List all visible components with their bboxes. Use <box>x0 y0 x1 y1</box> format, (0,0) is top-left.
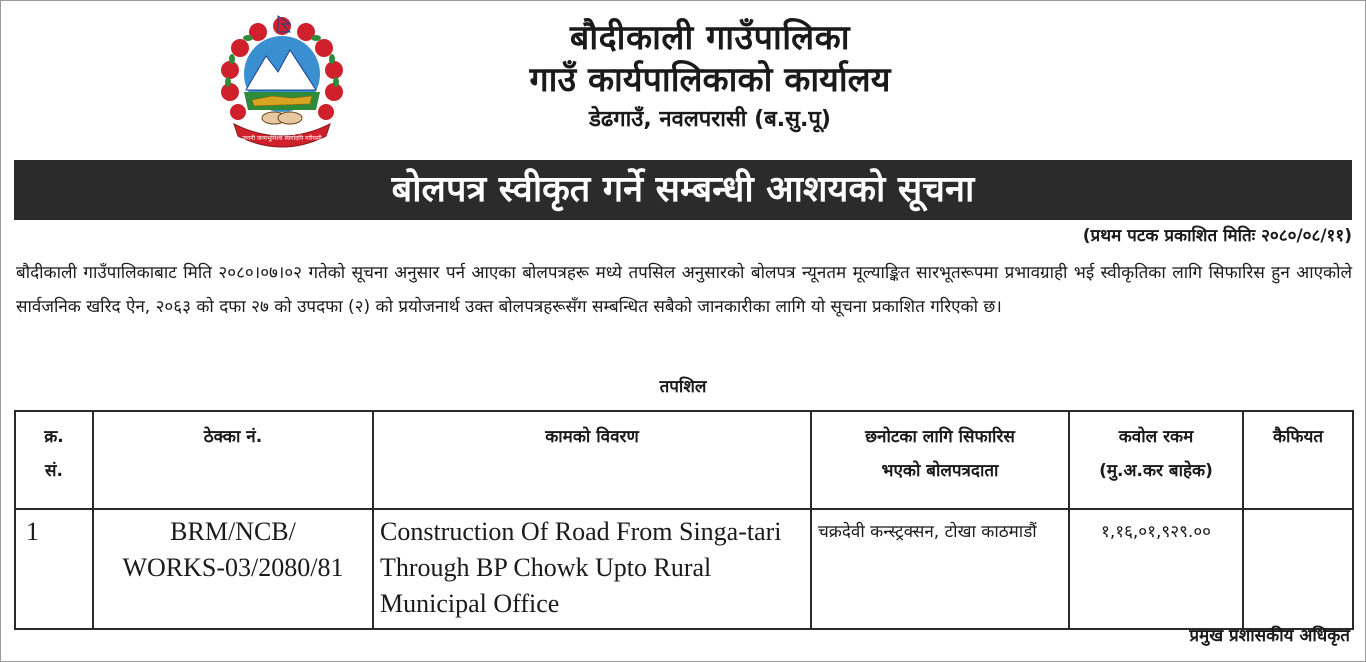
header-remarks: कैफियत <box>1243 411 1353 509</box>
motto-text: जननी जन्मभूमिश्च स्वर्गादपि गरीयसी <box>242 135 322 142</box>
cell-serial: 1 <box>15 509 93 629</box>
notice-body: बौदीकाली गाउँपालिकाबाट मिति २०८०।०७।०२ गतेको सूचना अनुसार पर्न आएका बोलपत्रहरू मध्ये तपसिल अनुसारको बोलपत्र न्यूनतम मूल्याङ्कित सारभूतरूपमा प्रभावग्राही भई स्वीकृतिका लागि सिफारिस हुन आएकोले सार्वजनिक खरिद ऐन, २०६३ को दफा २७ को उपदफा (२) को प्रयोजनार्थ उक्त बोलपत्रहरूसँग सम्बन्धित सबैको जानकारीका लागि यो सूचना प्रकाशित गरिएको छ। <box>16 263 1352 317</box>
office-address: डेढगाउँ, नवलपरासी (ब.सु.पू) <box>589 107 831 132</box>
header-serial: क्र. सं. <box>15 411 93 509</box>
schedule-label: तपशिल <box>659 377 707 397</box>
table-header-row <box>15 411 1353 509</box>
municipality-name: बौदीकाली गाउँपालिका <box>569 18 851 58</box>
header-contract-no: ठेक्का नं. <box>93 411 373 509</box>
header-bid-amount: कवोल रकम (मु.अ.कर बाहेक) <box>1069 411 1243 509</box>
notice-banner: बोलपत्र स्वीकृत गर्ने सम्बन्धी आशयको सूचना <box>14 160 1352 220</box>
tender-table <box>14 410 1354 630</box>
header-recommended-bidder: छनोटका लागि सिफारिस भएको बोलपत्रदाता <box>811 411 1069 509</box>
table-row <box>15 509 1353 629</box>
cell-remarks <box>1243 509 1353 629</box>
cell-contract-no: BRM/NCB/ WORKS-03/2080/81 <box>93 509 373 629</box>
publish-date: (प्रथम पटक प्रकाशित मितिः २०८०/०८/११) <box>1082 226 1352 246</box>
office-title-block <box>380 18 1040 138</box>
header-work-description: कामको विवरण <box>373 411 811 509</box>
cell-recommended-bidder: चक्रदेवी कन्स्ट्रक्सन, टोखा काठमाडौं <box>811 509 1069 629</box>
office-name: गाउँ कार्यपालिकाको कार्यालय <box>529 60 891 100</box>
cell-bid-amount: १,१६,०१,९२९.०० <box>1069 509 1243 629</box>
signatory-title: प्रमुख प्रशासकीय अधिकृत <box>1189 626 1350 646</box>
nepal-government-emblem-icon <box>212 12 352 152</box>
cell-work-description: Construction Of Road From Singa-tari Through BP Chowk Upto Rural Municipal Office <box>373 509 811 629</box>
handshake-icon <box>262 112 302 124</box>
